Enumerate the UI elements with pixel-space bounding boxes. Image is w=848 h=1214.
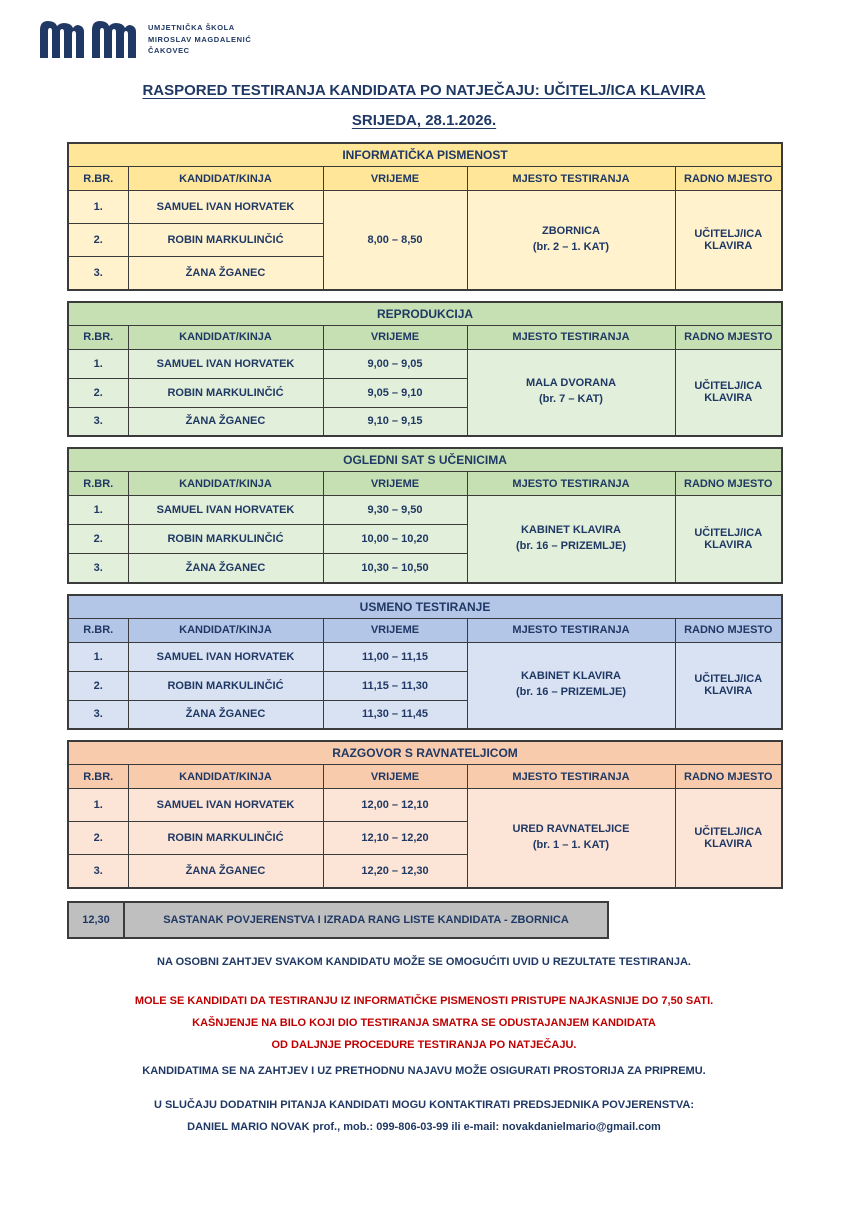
schedule-table-3 — [67, 447, 783, 584]
place-line1: URED RAVNATELJICE — [512, 822, 630, 835]
row-number-cell: 1. — [68, 496, 128, 525]
tables-container — [67, 142, 781, 889]
column-header-4: MJESTO TESTIRANJA — [467, 618, 675, 642]
page-title: RASPORED TESTIRANJA KANDIDATA PO NATJEČAJU: UČITELJ/ICA KLAVIRA — [142, 82, 706, 99]
row-number-cell: 3. — [68, 554, 128, 583]
candidate-name-cell: ŽANA ŽGANEC — [128, 257, 323, 290]
candidate-name-cell: ROBIN MARKULINČIĆ — [128, 525, 323, 554]
place-cell — [467, 349, 675, 436]
table-title: REPRODUKCIJA — [68, 302, 782, 326]
warning-note — [67, 990, 781, 1056]
place-cell — [467, 642, 675, 729]
column-header-5: RADNO MJESTO — [675, 765, 782, 789]
school-name — [148, 22, 251, 57]
column-header-3: VRIJEME — [323, 472, 467, 496]
column-header-4: MJESTO TESTIRANJA — [467, 472, 675, 496]
place-line2: (br. 1 – 1. KAT) — [532, 838, 610, 851]
job-title-cell: UČITELJ/ICA KLAVIRA — [675, 496, 782, 583]
job-title-cell: UČITELJ/ICA KLAVIRA — [675, 789, 782, 888]
column-header-3: VRIJEME — [323, 167, 467, 191]
place-line2: (br. 7 – KAT) — [539, 393, 603, 406]
summary-time: 12,30 — [69, 903, 125, 937]
column-header-4: MJESTO TESTIRANJA — [467, 325, 675, 349]
schedule-table-2 — [67, 301, 783, 438]
school-name-line2: MIROSLAV MAGDALENIĆ — [148, 34, 252, 44]
time-cell: 9,00 – 9,05 — [323, 349, 467, 378]
time-cell: 12,00 – 12,10 — [323, 789, 467, 822]
column-header-5: RADNO MJESTO — [675, 618, 782, 642]
column-header-5: RADNO MJESTO — [675, 325, 782, 349]
time-cell: 11,30 – 11,45 — [323, 700, 467, 729]
candidate-name-cell: SAMUEL IVAN HORVATEK — [128, 349, 323, 378]
candidate-name-cell: ROBIN MARKULINČIĆ — [128, 224, 323, 257]
time-cell: 10,30 – 10,50 — [323, 554, 467, 583]
time-cell: 9,05 – 9,10 — [323, 378, 467, 407]
column-header-2: KANDIDAT/KINJA — [128, 618, 323, 642]
warning-line1: MOLE SE KANDIDATI DA TESTIRANJU IZ INFORMATIČKE PISMENOSTI PRISTUPE NAJKASNIJE DO 7,50 SATI. — [134, 994, 714, 1007]
time-cell: 8,00 – 8,50 — [323, 191, 467, 290]
row-number-cell: 2. — [68, 822, 128, 855]
column-header-2: KANDIDAT/KINJA — [128, 167, 323, 191]
place-line2: (br. 2 – 1. KAT) — [532, 240, 610, 253]
summary-text: SASTANAK POVJERENSTVA I IZRADA RANG LISTE KANDIDATA - ZBORNICA — [163, 913, 569, 926]
row-number-cell: 3. — [68, 407, 128, 436]
candidate-name-cell: SAMUEL IVAN HORVATEK — [128, 789, 323, 822]
row-number-cell: 1. — [68, 642, 128, 671]
candidate-name-cell: SAMUEL IVAN HORVATEK — [128, 496, 323, 525]
note-results: NA OSOBNI ZAHTJEV SVAKOM KANDIDATU MOŽE SE OMOGUĆITI UVID U REZULTATE TESTIRANJA. — [157, 955, 691, 968]
schedule-table-5 — [67, 740, 783, 889]
column-header-4: MJESTO TESTIRANJA — [467, 765, 675, 789]
column-header-1: R.BR. — [68, 618, 128, 642]
contact-line2: DANIEL MARIO NOVAK prof., mob.: 099-806-03-99 ili e-mail: novakdanielmario@gmail.com — [187, 1120, 661, 1133]
time-cell: 12,10 – 12,20 — [323, 822, 467, 855]
job-title-cell: UČITELJ/ICA KLAVIRA — [675, 191, 782, 290]
candidate-name-cell: ŽANA ŽGANEC — [128, 700, 323, 729]
column-header-1: R.BR. — [68, 167, 128, 191]
candidate-name-cell: SAMUEL IVAN HORVATEK — [128, 191, 323, 224]
document-page — [0, 14, 848, 1214]
column-header-1: R.BR. — [68, 765, 128, 789]
column-header-2: KANDIDAT/KINJA — [128, 765, 323, 789]
column-header-1: R.BR. — [68, 472, 128, 496]
warning-line2: KAŠNJENJE NA BILO KOJI DIO TESTIRANJA SMATRA SE ODUSTAJANJEM KANDIDATA — [192, 1016, 656, 1029]
note-preparation: KANDIDATIMA SE NA ZAHTJEV I UZ PRETHODNU NAJAVU MOŽE OSIGURATI PROSTORIJA ZA PRIPREMU. — [142, 1064, 706, 1077]
table-title: INFORMATIČKA PISMENOST — [68, 143, 782, 167]
row-number-cell: 3. — [68, 700, 128, 729]
time-cell: 10,00 – 10,20 — [323, 525, 467, 554]
warning-line3: OD DALJNJE PROCEDURE TESTIRANJA PO NATJEČAJU. — [271, 1038, 577, 1051]
column-header-1: R.BR. — [68, 325, 128, 349]
place-line1: MALA DVORANA — [525, 377, 617, 390]
place-line1: ZBORNICA — [541, 224, 601, 237]
place-cell — [467, 191, 675, 290]
column-header-3: VRIJEME — [323, 325, 467, 349]
place-line1: KABINET KLAVIRA — [520, 523, 621, 536]
place-line2: (br. 16 – PRIZEMLJE) — [515, 686, 627, 699]
place-line2: (br. 16 – PRIZEMLJE) — [515, 539, 627, 552]
candidate-name-cell: ŽANA ŽGANEC — [128, 855, 323, 888]
row-number-cell: 2. — [68, 671, 128, 700]
schedule-table-1 — [67, 142, 783, 291]
contact-note — [67, 1094, 781, 1138]
row-number-cell: 2. — [68, 224, 128, 257]
school-name-line1: UMJETNIČKA ŠKOLA — [148, 23, 235, 32]
page-subtitle: SRIJEDA, 28.1.2026. — [351, 112, 497, 129]
column-header-2: KANDIDAT/KINJA — [128, 472, 323, 496]
contact-line1: U SLUČAJU DODATNIH PITANJA KANDIDATI MOGU KONTAKTIRATI PREDSJEDNIKA POVJERENSTVA: — [153, 1098, 695, 1111]
row-number-cell: 3. — [68, 257, 128, 290]
row-number-cell: 3. — [68, 855, 128, 888]
schedule-table-4 — [67, 594, 783, 731]
column-header-3: VRIJEME — [323, 765, 467, 789]
school-logo — [36, 14, 848, 66]
time-cell: 12,20 – 12,30 — [323, 855, 467, 888]
row-number-cell: 1. — [68, 789, 128, 822]
time-cell: 9,30 – 9,50 — [323, 496, 467, 525]
time-cell: 9,10 – 9,15 — [323, 407, 467, 436]
column-header-5: RADNO MJESTO — [675, 472, 782, 496]
row-number-cell: 1. — [68, 191, 128, 224]
candidate-name-cell: ŽANA ŽGANEC — [128, 407, 323, 436]
column-header-5: RADNO MJESTO — [675, 167, 782, 191]
row-number-cell: 1. — [68, 349, 128, 378]
row-number-cell: 2. — [68, 378, 128, 407]
candidate-name-cell: SAMUEL IVAN HORVATEK — [128, 642, 323, 671]
column-header-2: KANDIDAT/KINJA — [128, 325, 323, 349]
column-header-4: MJESTO TESTIRANJA — [467, 167, 675, 191]
column-header-3: VRIJEME — [323, 618, 467, 642]
place-cell — [467, 789, 675, 888]
time-cell: 11,00 – 11,15 — [323, 642, 467, 671]
table-title: USMENO TESTIRANJE — [68, 595, 782, 619]
summary-bar — [67, 901, 609, 939]
job-title-cell: UČITELJ/ICA KLAVIRA — [675, 349, 782, 436]
place-cell — [467, 496, 675, 583]
candidate-name-cell: ROBIN MARKULINČIĆ — [128, 378, 323, 407]
notes-section — [67, 956, 781, 1138]
table-title: RAZGOVOR S RAVNATELJICOM — [68, 741, 782, 765]
mm-monogram-icon — [36, 14, 136, 64]
job-title-cell: UČITELJ/ICA KLAVIRA — [675, 642, 782, 729]
place-line1: KABINET KLAVIRA — [520, 670, 621, 683]
time-cell: 11,15 – 11,30 — [323, 671, 467, 700]
candidate-name-cell: ŽANA ŽGANEC — [128, 554, 323, 583]
school-name-line3: ČAKOVEC — [148, 46, 190, 56]
row-number-cell: 2. — [68, 525, 128, 554]
candidate-name-cell: ROBIN MARKULINČIĆ — [128, 671, 323, 700]
table-title: OGLEDNI SAT S UČENICIMA — [68, 448, 782, 472]
candidate-name-cell: ROBIN MARKULINČIĆ — [128, 822, 323, 855]
